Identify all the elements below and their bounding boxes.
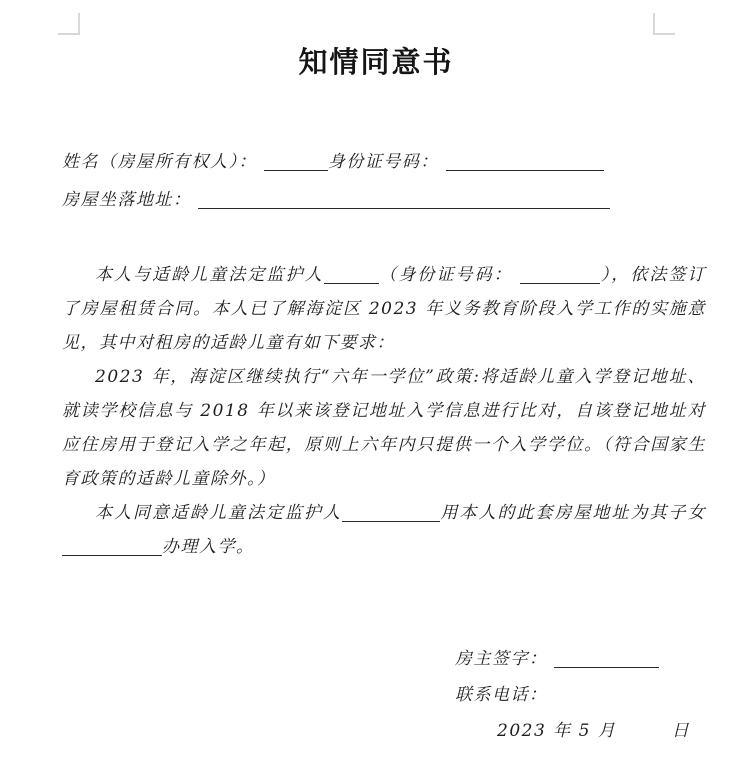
owner-signature-line [455, 641, 752, 677]
field-lines [62, 143, 706, 219]
text-run: 身份证号码： [327, 152, 446, 172]
blank-underline [62, 538, 162, 556]
blank-underline [342, 504, 440, 522]
text-run: 房屋坐落地址： [62, 190, 199, 210]
text-run: 用本人的此套房屋地址为其子女 [440, 503, 706, 523]
house-address-field-line [62, 181, 706, 219]
blank-underline [198, 191, 610, 209]
margin-crop-mark-top-right [653, 13, 675, 35]
text-run: 2023 年，海淀区继续执行“六年一学位”政策:将适龄儿童入学登记地址、就读学校信息与 2018 年以来该登记地址入学信息进行比对，自该登记地址对应住房用于登记入学之年起，原则上六年内只提供一个入学学位。（符合国家生育政策的适龄儿童除外。） [62, 367, 706, 489]
blank-underline [264, 153, 328, 171]
blank-underline [520, 266, 600, 284]
text-run: 2023 年 5 月 日 [497, 721, 691, 741]
text-run: 本人与适龄儿童法定监护人 [95, 265, 324, 285]
contact-phone-line [455, 677, 752, 713]
document-body [62, 258, 706, 564]
margin-crop-mark-top-left [58, 13, 80, 35]
text-run: 本人同意适龄儿童法定监护人 [95, 503, 342, 523]
text-run: 房主签字： [455, 649, 555, 669]
blank-underline [324, 266, 379, 284]
text-run: 办理入学。 [162, 537, 255, 557]
text-run: （身份证号码： [378, 265, 521, 285]
blank-underline [554, 650, 659, 668]
name-and-id-field-line [62, 143, 706, 181]
text-run: 联系电话： [455, 685, 548, 705]
document-title: 知情同意书 [298, 47, 454, 79]
paragraph-six-year-policy [62, 360, 706, 496]
paragraph-lease-agreement [62, 258, 706, 360]
signature-block [0, 641, 752, 749]
blank-underline [446, 153, 604, 171]
text-run: 姓名（房屋所有权人）： [62, 152, 264, 172]
text-run: ），依法签订了房屋租赁合同。本人已了解海淀区 2023 年义务教育阶段入学工作的实施意见，其中对租房的适龄儿童有如下要求： [62, 265, 707, 353]
paragraph-consent-statement [62, 496, 706, 564]
date-line [497, 713, 752, 749]
